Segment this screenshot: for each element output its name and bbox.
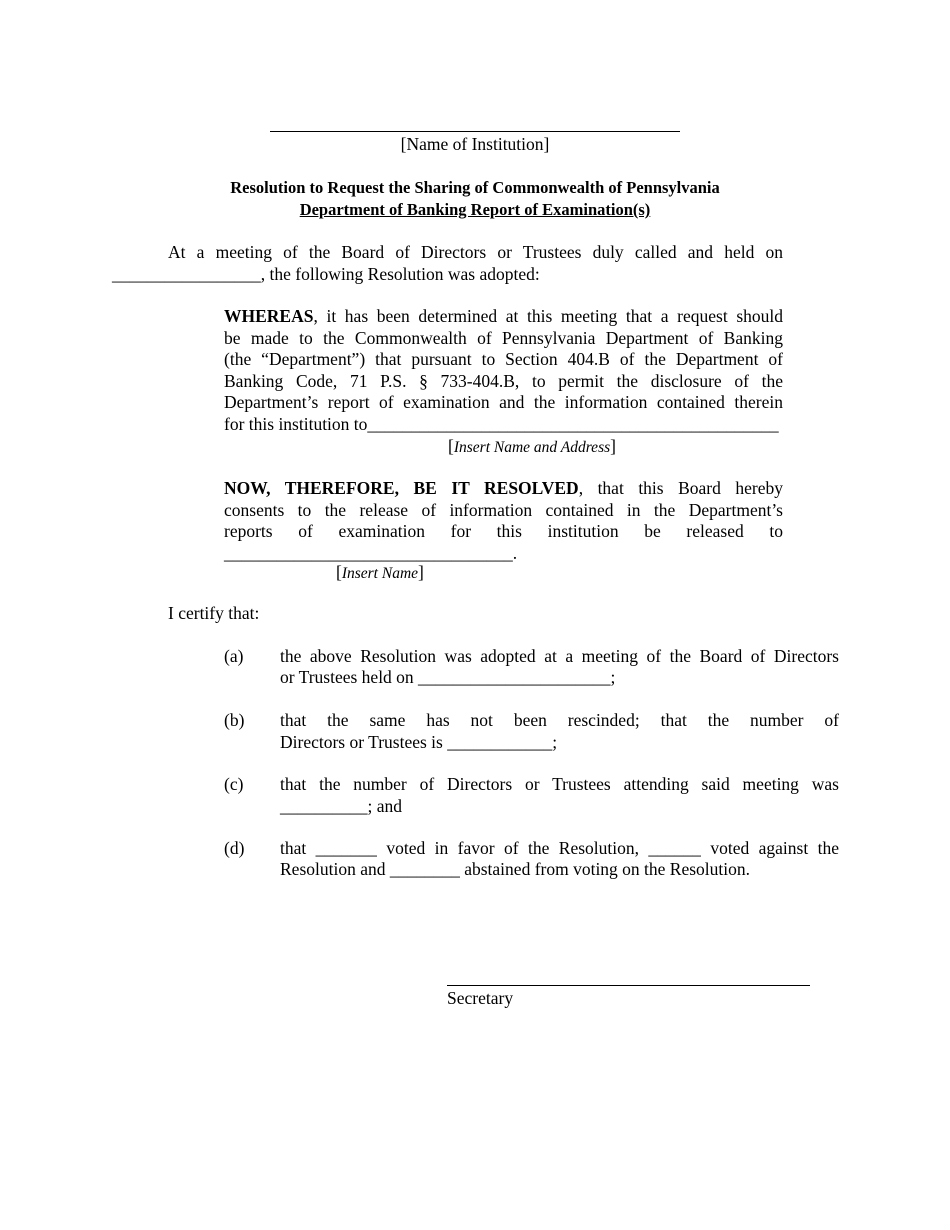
certify-item-a-line2: or Trustees held on ______________________;	[280, 667, 616, 687]
intro-line2-text: , the following Resolution was adopted:	[260, 264, 540, 284]
whereas-line1-text: , it has been determined at this meeting that a request should	[313, 306, 783, 326]
certify-item-marker: (c)	[224, 774, 244, 794]
whereas-line6	[224, 413, 779, 435]
whereas-line3: (the “Department”) that pursuant to Section 404.B of the Department of	[224, 349, 783, 369]
hint-bracket-open: [	[336, 562, 342, 582]
hint-bracket-close: ]	[418, 562, 424, 582]
whereas-line1	[224, 305, 783, 327]
document-title-line2: Department of Banking Report of Examination(s)	[299, 200, 651, 219]
whereas-line5: Department’s report of examination and the information contained therein	[224, 392, 783, 412]
certify-item-c-line1: that the number of Directors or Trustees attending said meeting was	[280, 774, 839, 794]
certify-heading: I certify that:	[168, 603, 260, 623]
certify-item-a-line1: the above Resolution was adopted at a meeting of the Board of Directors	[280, 646, 839, 666]
certify-item-marker: (b)	[224, 710, 245, 730]
hint-text: Insert Name	[341, 565, 419, 582]
hint-bracket-close: ]	[610, 436, 616, 456]
resolved-line4: _________________________________.	[224, 543, 518, 563]
whereas-line4: Banking Code, 71 P.S. § 733-404.B, to permit the disclosure of the	[224, 371, 783, 391]
certify-item-b-line2: Directors or Trustees is ____________;	[280, 732, 558, 752]
whereas-keyword: WHEREAS	[224, 306, 314, 326]
secretary-label: Secretary	[447, 988, 514, 1008]
insert-name-hint	[336, 561, 424, 585]
resolved-keyword: NOW, THEREFORE, BE IT RESOLVED	[224, 478, 579, 498]
institution-name-label: [Name of Institution]	[400, 134, 550, 154]
resolved-line2: consents to the release of information contained in the Department’s	[224, 500, 783, 520]
whereas-line2: be made to the Commonwealth of Pennsylvania Department of Banking	[224, 328, 783, 348]
certify-item-b-line1: that the same has not been rescinded; that the number of	[280, 710, 839, 730]
resolved-line1	[224, 477, 783, 499]
certify-item-d-line2: Resolution and ________ abstained from voting on the Resolution.	[280, 859, 751, 879]
insert-name-address-hint	[382, 435, 682, 459]
meeting-date-blank: _________________	[112, 264, 261, 284]
resolved-line3: reports of examination for this institution be released to	[224, 521, 783, 541]
whereas-line6-text: for this institution to	[224, 414, 368, 434]
document-title-line1: Resolution to Request the Sharing of Commonwealth of Pennsylvania	[230, 178, 720, 197]
intro-line1: At a meeting of the Board of Directors or Trustees duly called and held on	[168, 242, 783, 262]
hint-bracket-open: [	[448, 436, 454, 456]
certify-item-d-line1: that _______ voted in favor of the Resolution, ______ voted against the	[280, 838, 839, 858]
hint-text: Insert Name and Address	[453, 439, 611, 456]
signature-line	[447, 985, 810, 986]
intro-line2	[112, 263, 540, 285]
resolved-line1-text: , that this Board hereby	[578, 478, 784, 498]
certify-item-marker: (a)	[224, 646, 244, 666]
recipient-name-address-blank: _______________________________________________	[367, 414, 779, 434]
certify-item-c-line2: __________; and	[280, 796, 403, 816]
institution-name-line	[270, 131, 680, 132]
certify-item-marker: (d)	[224, 838, 245, 858]
